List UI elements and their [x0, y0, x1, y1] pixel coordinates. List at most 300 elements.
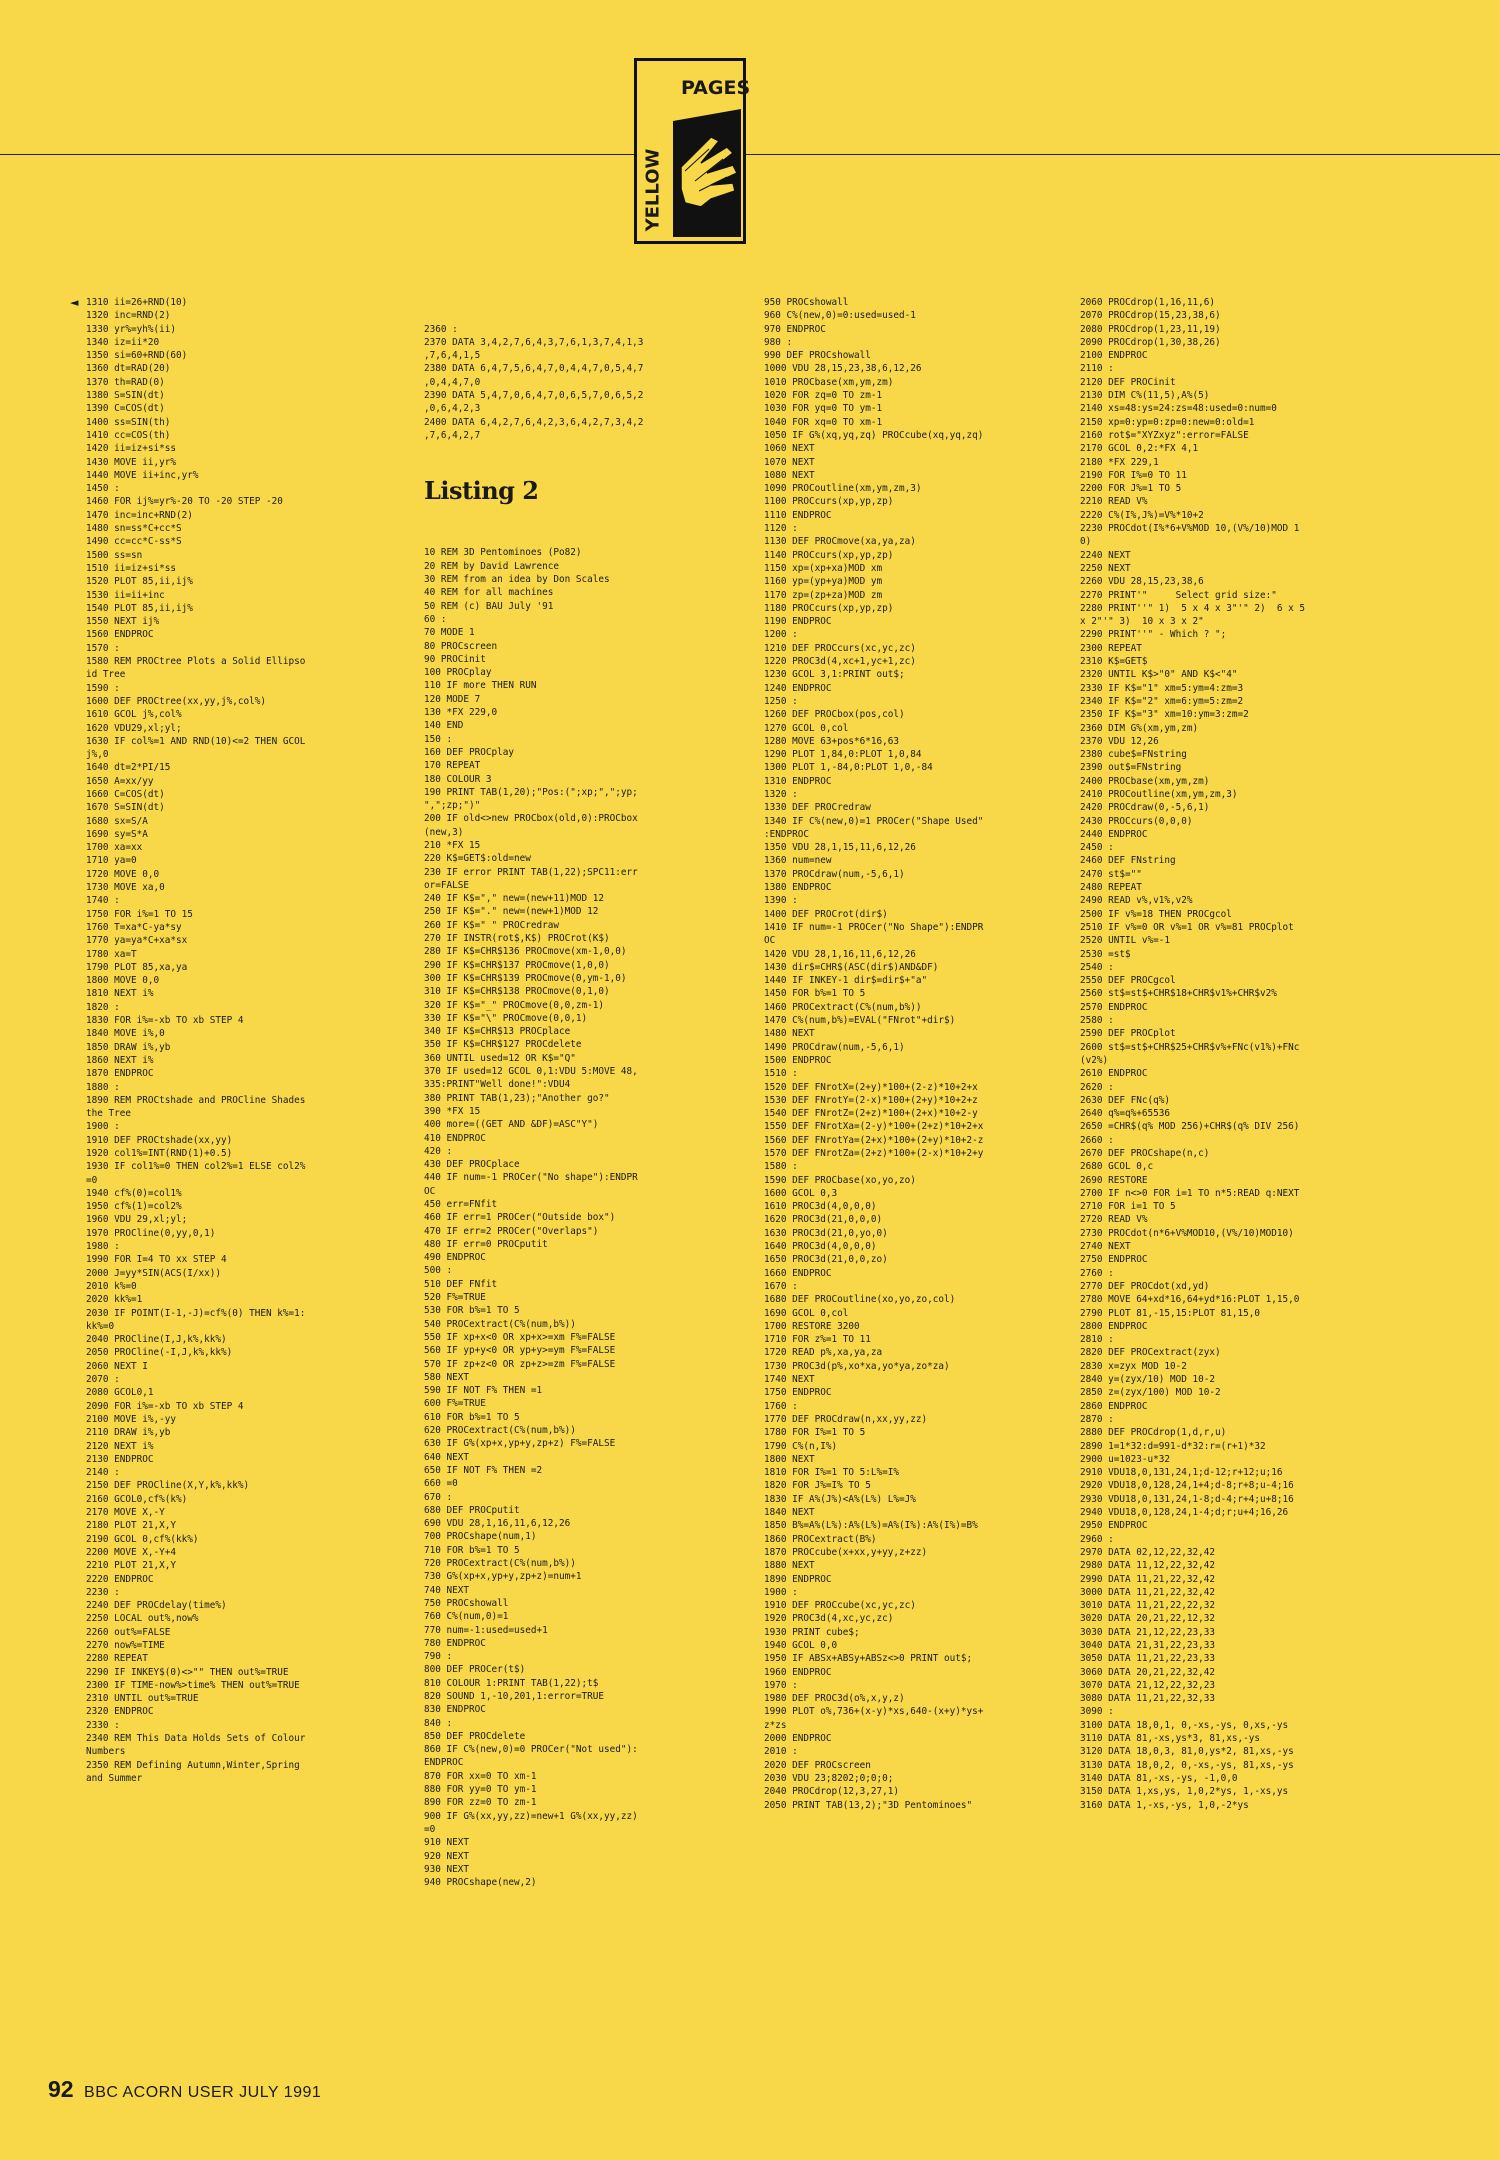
- code-line: 2360 DIM G%(xm,ym,zm): [1080, 722, 1199, 734]
- code-line: ,0,6,4,2,3: [424, 403, 481, 415]
- code-line: 2000 J=yy*SIN(ACS(I/xx)): [86, 1267, 222, 1279]
- code-line: 2480 REPEAT: [1080, 882, 1142, 894]
- code-line: ",";zp;")": [424, 800, 481, 812]
- code-line: 230 IF error PRINT TAB(1,22);SPC11:err: [424, 866, 638, 878]
- code-line: 1320 inc=RND(2): [86, 310, 171, 322]
- code-line: 2290 IF INKEY$(0)<>"" THEN out%=TRUE: [86, 1666, 289, 1678]
- code-line: 1980 DEF PROC3d(o%,x,y,z): [764, 1693, 905, 1705]
- code-line: 710 FOR b%=1 TO 5: [424, 1544, 520, 1556]
- code-line: 1460 PROCextract(C%(num,b%)): [764, 1001, 922, 1013]
- code-line: 500 :: [424, 1265, 453, 1277]
- code-line: 310 IF K$=CHR$138 PROCmove(0,1,0): [424, 986, 610, 998]
- code-line: 1660 ENDPROC: [764, 1267, 832, 1279]
- code-line: =0: [86, 1174, 98, 1186]
- code-line: 2350 IF K$="3" xm=10:ym=3:zm=2: [1080, 709, 1249, 721]
- code-line: 1700 RESTORE 3200: [764, 1320, 860, 1332]
- code-line: 1900 :: [86, 1121, 120, 1133]
- code-line: 630 IF G%(xp+x,yp+y,zp+z) F%=FALSE: [424, 1438, 616, 1450]
- code-line: 1180 PROCcurs(xp,yp,zp): [764, 602, 894, 614]
- code-line: 240 IF K$="," new=(new+11)MOD 12: [424, 893, 605, 905]
- code-line: 1190 ENDPROC: [764, 616, 832, 628]
- code-line: 570 IF zp+z<0 OR zp+z>=zm F%=FALSE: [424, 1358, 616, 1370]
- code-line: 1300 PLOT 1,-84,0:PLOT 1,0,-84: [764, 762, 933, 774]
- code-line: 2050 PRINT TAB(13,2);"3D Pentominoes": [764, 1799, 973, 1811]
- code-line: ,7,6,4,1,5: [424, 350, 481, 362]
- code-line: 350 IF K$=CHR$127 PROCdelete: [424, 1039, 582, 1051]
- code-line: 1440 MOVE ii+inc,yr%: [86, 469, 199, 481]
- code-line: 1130 DEF PROCmove(xa,ya,za): [764, 536, 916, 548]
- code-line: 2620 :: [1080, 1081, 1114, 1093]
- code-line: 2590 DEF PROCplot: [1080, 1028, 1176, 1040]
- code-line: 2380 DATA 6,4,7,5,6,4,7,0,4,4,7,0,5,4,7: [424, 363, 644, 375]
- code-line: 100 PROCplay: [424, 667, 492, 679]
- code-line: 1990 FOR I=4 TO xx STEP 4: [86, 1254, 227, 1266]
- code-line: ENDPROC: [424, 1757, 464, 1769]
- code-line: 2130 DIM C%(11,5),A%(5): [1080, 390, 1210, 402]
- code-line: 2100 ENDPROC: [1080, 350, 1148, 362]
- code-line: 1660 C=COS(dt): [86, 788, 165, 800]
- code-line: 1630 PROC3d(21,0,yo,0): [764, 1227, 888, 1239]
- code-line: 2990 DATA 11,21,22,32,42: [1080, 1573, 1216, 1585]
- code-line: 1850 DRAW i%,yb: [86, 1041, 171, 1053]
- code-line: 2580 :: [1080, 1015, 1114, 1027]
- code-line: 2030 IF POINT(I-1,-J)=cf%(0) THEN k%=1:: [86, 1307, 306, 1319]
- code-line: 1390 :: [764, 895, 798, 907]
- code-line: 2690 RESTORE: [1080, 1174, 1148, 1186]
- code-line: 3150 DATA 1,xs,ys, 1,0,2*ys, 1,-xs,ys: [1080, 1786, 1289, 1798]
- code-line: 1860 NEXT i%: [86, 1054, 154, 1066]
- code-line: 2010 k%=0: [86, 1280, 137, 1292]
- code-line: 2140 :: [86, 1467, 120, 1479]
- code-line: 335:PRINT"Well done!":VDU4: [424, 1079, 571, 1091]
- code-line: 1780 FOR I%=1 TO 5: [764, 1427, 866, 1439]
- code-line: 1720 MOVE 0,0: [86, 868, 160, 880]
- code-line: 2820 DEF PROCextract(zyx): [1080, 1347, 1221, 1359]
- code-line: 2300 REPEAT: [1080, 642, 1142, 654]
- code-line: 1520 PLOT 85,ii,ij%: [86, 576, 193, 588]
- code-line: 1720 READ p%,xa,ya,za: [764, 1347, 883, 1359]
- code-line: 3140 DATA 81,-xs,-ys, -1,0,0: [1080, 1772, 1238, 1784]
- code-line: 2050 PROCline(-I,J,k%,kk%): [86, 1347, 233, 1359]
- code-line: 1950 IF ABSx+ABSy+ABSz<>0 PRINT out$;: [764, 1653, 973, 1665]
- code-line: 2350 REM Defining Autumn,Winter,Spring: [86, 1759, 300, 1771]
- code-line: 1520 DEF FNrotX=(2+y)*100+(2-z)*10+2+x: [764, 1081, 978, 1093]
- code-line: 1320 :: [764, 788, 798, 800]
- code-line: 1530 ii=ii+inc: [86, 589, 165, 601]
- code-line: 2170 MOVE X,-Y: [86, 1507, 165, 1519]
- code-line: 410 ENDPROC: [424, 1132, 486, 1144]
- code-line: 3020 DATA 20,21,22,12,32: [1080, 1613, 1216, 1625]
- code-line: 1240 ENDPROC: [764, 682, 832, 694]
- code-line: 980 :: [764, 336, 793, 348]
- code-line: 90 PROCinit: [424, 653, 486, 665]
- code-line: 3000 DATA 11,21,22,32,42: [1080, 1586, 1216, 1598]
- code-line: 2880 DEF PROCdrop(1,d,r,u): [1080, 1427, 1227, 1439]
- code-line: 2640 q%=q%+65536: [1080, 1108, 1171, 1120]
- code-line: 860 IF C%(new,0)=0 PROCer("Not used"):: [424, 1744, 638, 1756]
- code-line: 1350 si=60+RND(60): [86, 350, 188, 362]
- code-line: 1060 NEXT: [764, 443, 815, 455]
- code-line: 370 IF used=12 GCOL 0,1:VDU 5:MOVE 48,: [424, 1066, 638, 1078]
- code-line: 3030 DATA 21,12,22,23,33: [1080, 1626, 1216, 1638]
- code-line: OC: [764, 935, 776, 947]
- code-line: 160 DEF PROCplay: [424, 746, 515, 758]
- code-line: 2940 VDU18,0,128,24,1-4;d;r;u+4;16,26: [1080, 1507, 1289, 1519]
- code-line: 1500 ss=sn: [86, 549, 143, 561]
- code-line: (v2%): [1080, 1054, 1109, 1066]
- code-line: 1880 :: [86, 1081, 120, 1093]
- listing-2-code: [424, 546, 752, 1889]
- code-line: 2680 GCOL 0,c: [1080, 1161, 1154, 1173]
- code-line: 2380 cube$=FNstring: [1080, 749, 1187, 761]
- yellow-pages-logo: [634, 58, 751, 244]
- header-rule: [0, 154, 1500, 155]
- code-line: 280 IF K$=CHR$136 PROCmove(xm-1,0,0): [424, 946, 627, 958]
- code-line: 1880 NEXT: [764, 1560, 815, 1572]
- code-line: 2400 DATA 6,4,2,7,6,4,2,3,6,4,2,7,3,4,2: [424, 416, 644, 428]
- code-line: 1560 ENDPROC: [86, 629, 154, 641]
- code-line: 1840 NEXT: [764, 1507, 815, 1519]
- code-line: 910 NEXT: [424, 1837, 470, 1849]
- code-line: 800 DEF PROCer(t$): [424, 1664, 526, 1676]
- code-line: 2650 =CHR$(q% MOD 256)+CHR$(q% DIV 256): [1080, 1121, 1300, 1133]
- code-line: 2020 DEF PROCscreen: [764, 1759, 871, 1771]
- code-line: 790 :: [424, 1651, 453, 1663]
- code-line: 480 IF err=0 PROCputit: [424, 1238, 548, 1250]
- code-line: 2040 PROCdrop(12,3,27,1): [764, 1786, 900, 1798]
- code-line: 590 IF NOT F% THEN =1: [424, 1385, 543, 1397]
- logo-yellow-label-wrap: [641, 141, 665, 239]
- code-line: 3050 DATA 11,21,22,23,33: [1080, 1653, 1216, 1665]
- code-line: 1400 DEF PROCrot(dir$): [764, 908, 888, 920]
- code-line: 1930 PRINT cube$;: [764, 1626, 860, 1638]
- code-line: 450 err=FNfit: [424, 1199, 498, 1210]
- code-line: 270 IF INSTR(rot$,K$) PROCrot(K$): [424, 933, 610, 945]
- code-line: 1250 :: [764, 695, 798, 707]
- code-line: 1970 :: [764, 1679, 798, 1691]
- code-line: 400 more=((GET AND &DF)=ASC"Y"): [424, 1119, 599, 1131]
- code-line: 2330 :: [86, 1719, 120, 1731]
- code-line: 1600 DEF PROCtree(xx,yy,j%,col%): [86, 695, 267, 707]
- code-line: 2110 DRAW i%,yb: [86, 1427, 171, 1439]
- code-line: =0: [424, 1823, 436, 1835]
- code-line: 1830 IF A%(J%)<A%(L%) L%=J%: [764, 1493, 916, 1505]
- code-line: 2090 FOR i%=-xb TO xb STEP 4: [86, 1400, 244, 1412]
- code-line: 2210 PLOT 21,X,Y: [86, 1560, 177, 1572]
- code-line: 2240 NEXT: [1080, 549, 1131, 561]
- code-line: 1120 :: [764, 523, 798, 535]
- code-line: 2540 :: [1080, 961, 1114, 973]
- code-line: 1480 sn=ss*C+cc*S: [86, 523, 182, 535]
- code-line: 2390 out$=FNstring: [1080, 762, 1182, 774]
- code-line: 1760 T=xa*C-ya*sy: [86, 921, 182, 933]
- code-line: 2430 PROCcurs(0,0,0): [1080, 815, 1193, 827]
- code-line: 2060 NEXT I: [86, 1360, 148, 1372]
- code-line: 960 C%(new,0)=0:used=used-1: [764, 310, 916, 322]
- code-line: 2020 kk%=1: [86, 1294, 143, 1306]
- code-line: 470 IF err=2 PROCer("Overlaps"): [424, 1225, 599, 1237]
- code-line: 2730 PROCdot(n*6+V%MOD10,(V%/10)MOD10): [1080, 1227, 1294, 1239]
- code-line: 360 UNTIL used=12 OR K$="Q": [424, 1052, 576, 1064]
- code-line: 1380 S=SIN(dt): [86, 390, 165, 402]
- code-line: 1700 xa=xx: [86, 842, 143, 854]
- code-line: 2720 READ V%: [1080, 1214, 1148, 1226]
- code-line: 340 IF K$=CHR$13 PROCplace: [424, 1026, 571, 1038]
- code-line: 1770 ya=ya*C+xa*sx: [86, 935, 188, 947]
- code-line: 1580 REM PROCtree Plots a Solid Ellipso: [86, 656, 306, 668]
- code-line: 210 *FX 15: [424, 839, 481, 851]
- code-line: 820 SOUND 1,-10,201,1:error=TRUE: [424, 1690, 605, 1702]
- code-line: 2390 DATA 5,4,7,0,6,4,7,0,6,5,7,0,6,5,2: [424, 390, 644, 402]
- code-line: 2760 :: [1080, 1267, 1114, 1279]
- code-line: 1570 :: [86, 642, 120, 654]
- code-line: 1360 num=new: [764, 855, 832, 867]
- page-footer: [48, 2076, 321, 2103]
- code-line: 1150 xp=(xp+xa)MOD xm: [764, 562, 883, 574]
- code-line: 2160 rot$="XYZxyz":error=FALSE: [1080, 429, 1249, 441]
- code-line: 2420 PROCdraw(0,-5,6,1): [1080, 802, 1210, 814]
- code-line: 1550 NEXT ij%: [86, 616, 160, 628]
- code-line: 1730 PROC3d(p%,xo*xa,yo*ya,zo*za): [764, 1360, 950, 1372]
- code-line: 2130 ENDPROC: [86, 1453, 154, 1465]
- code-line: 510 DEF FNfit: [424, 1278, 498, 1290]
- code-line: 2070 :: [86, 1374, 120, 1386]
- code-line: 1780 xa=T: [86, 948, 137, 960]
- code-line: :ENDPROC: [764, 828, 810, 840]
- code-line: 1210 DEF PROCcurs(xc,yc,zc): [764, 642, 916, 654]
- code-line: 1480 NEXT: [764, 1028, 815, 1040]
- code-line: 2510 IF v%=0 OR v%=1 OR v%=81 PROCplot: [1080, 921, 1294, 933]
- code-line: 1790 C%(n,I%): [764, 1440, 838, 1452]
- code-line: 290 IF K$=CHR$137 PROCmove(1,0,0): [424, 959, 610, 971]
- code-line: 2230 PROCdot(I%*6+V%MOD 10,(V%/10)MOD 1: [1080, 523, 1300, 535]
- publication-line: BBC ACORN USER JULY 1991: [84, 2084, 322, 2101]
- code-line: 810 COLOUR 1:PRINT TAB(1,22);t$: [424, 1677, 599, 1689]
- code-line: 2740 NEXT: [1080, 1241, 1131, 1253]
- code-line: 1350 VDU 28,1,15,11,6,12,26: [764, 842, 916, 854]
- code-line: 540 PROCextract(C%(num,b%)): [424, 1318, 576, 1330]
- code-line: ,0,4,4,7,0: [424, 376, 481, 388]
- code-line: 1610 PROC3d(4,0,0,0): [764, 1201, 877, 1213]
- code-line: 1800 MOVE 0,0: [86, 975, 160, 987]
- code-line: 1440 IF INKEY-1 dir$=dir$+"a": [764, 975, 928, 987]
- code-line: 1080 NEXT: [764, 469, 815, 481]
- code-line: 950 PROCshowall: [764, 297, 849, 308]
- code-line: 2180 *FX 229,1: [1080, 456, 1159, 468]
- code-line: 900 IF G%(xx,yy,zz)=new+1 G%(xx,yy,zz): [424, 1810, 638, 1822]
- code-line: 2910 VDU18,0,131,24,1;d-12;r+12;u;16: [1080, 1467, 1283, 1479]
- code-line: 2280 REPEAT: [86, 1653, 148, 1665]
- code-line: 1220 PROC3d(4,xc+1,yc+1,zc): [764, 656, 916, 668]
- code-line: 190 PRINT TAB(1,20);"Pos:(";xp;",";yp;: [424, 786, 638, 798]
- code-line: 2090 PROCdrop(1,30,38,26): [1080, 336, 1221, 348]
- code-line: 1920 PROC3d(4,xc,yc,zc): [764, 1613, 894, 1625]
- code-line: 2220 ENDPROC: [86, 1573, 154, 1585]
- code-line: 1410 cc=COS(th): [86, 429, 171, 441]
- code-line: 1090 PROCoutline(xm,ym,zm,3): [764, 483, 922, 495]
- code-line: 680 DEF PROCputit: [424, 1504, 520, 1516]
- code-line: 2220 C%(I%,J%)=V%*10+2: [1080, 509, 1204, 521]
- code-line: 1030 FOR yq=0 TO ym-1: [764, 403, 883, 415]
- code-line: 2270 now%=TIME: [86, 1639, 165, 1651]
- code-line: 180 COLOUR 3: [424, 773, 492, 785]
- code-line: 1490 PROCdraw(num,-5,6,1): [764, 1041, 905, 1053]
- code-line: 2170 GCOL 0,2:*FX 4,1: [1080, 443, 1199, 455]
- code-line: 2450 :: [1080, 842, 1114, 854]
- code-line: 970 ENDPROC: [764, 323, 826, 335]
- code-line: 660 =0: [424, 1478, 458, 1490]
- code-line: 3100 DATA 18,0,1, 0,-xs,-ys, 0,xs,-ys: [1080, 1719, 1289, 1731]
- code-line: 760 C%(num,0)=1: [424, 1611, 509, 1623]
- code-line: 440 IF num=-1 PROCer("No shape"):ENDPR: [424, 1172, 638, 1184]
- code-line: 1890 REM PROCtshade and PROCline Shades: [86, 1094, 306, 1106]
- code-line: 2150 DEF PROCline(X,Y,k%,kk%): [86, 1480, 250, 1492]
- code-line: 840 :: [424, 1717, 453, 1729]
- code-line: 1360 dt=RAD(20): [86, 363, 171, 375]
- code-line: 1910 DEF PROCtshade(xx,yy): [86, 1134, 233, 1146]
- code-line: 2110 :: [1080, 363, 1114, 375]
- code-line: 690 VDU 28,1,16,11,6,12,26: [424, 1518, 571, 1530]
- code-line: 1590 :: [86, 682, 120, 694]
- code-line: 330 IF K$="\" PROCmove(0,0,1): [424, 1012, 588, 1024]
- code-line: 3080 DATA 11,21,22,32,33: [1080, 1693, 1216, 1705]
- code-line: 2120 DEF PROCinit: [1080, 376, 1176, 388]
- code-line: 20 REM by David Lawrence: [424, 560, 560, 572]
- code-line: 1990 PLOT o%,736+(x-y)*xs,640-(x+y)*ys+: [764, 1706, 984, 1718]
- code-line: 1820 FOR J%=I% TO 5: [764, 1480, 871, 1492]
- code-line: 1550 DEF FNrotXa=(2-y)*100+(2+z)*10+2+x: [764, 1121, 984, 1133]
- code-line: 1290 PLOT 1,84,0:PLOT 1,0,84: [764, 749, 922, 761]
- code-line: 1340 iz=ii*20: [86, 336, 160, 348]
- code-line: 170 REPEAT: [424, 760, 481, 772]
- code-line: 2790 PLOT 81,-15,15:PLOT 81,15,0: [1080, 1307, 1261, 1319]
- continuation-arrow-icon: ◄: [70, 296, 79, 309]
- code-line: 2980 DATA 11,12,22,32,42: [1080, 1560, 1216, 1572]
- code-line: 2340 IF K$="2" xm=6:ym=5:zm=2: [1080, 695, 1244, 707]
- code-line: 1000 VDU 28,15,23,38,6,12,26: [764, 363, 922, 375]
- code-line: 2840 y=(zyx/10) MOD 10-2: [1080, 1374, 1216, 1386]
- code-line: 1390 C=COS(dt): [86, 403, 165, 415]
- code-line: 2630 DEF FNc(q%): [1080, 1094, 1171, 1106]
- code-line: 2890 1=1*32:d=991-d*32:r=(r+1)*32: [1080, 1440, 1266, 1452]
- code-line: 260 IF K$=" " PROCredraw: [424, 919, 560, 931]
- code-line: 1110 ENDPROC: [764, 509, 832, 521]
- code-line: 2180 PLOT 21,X,Y: [86, 1520, 177, 1532]
- code-line: x 2"'" 3) 10 x 3 x 2": [1080, 616, 1204, 628]
- code-line: 2440 ENDPROC: [1080, 828, 1148, 840]
- code-line: 1580 :: [764, 1161, 798, 1173]
- code-line: 1630 IF col%=1 AND RND(10)<=2 THEN GCOL: [86, 735, 306, 747]
- code-line: 2770 DEF PROCdot(xd,yd): [1080, 1280, 1210, 1292]
- code-line: 2500 IF v%=18 THEN PROCgcol: [1080, 908, 1232, 920]
- code-line: OC: [424, 1185, 436, 1197]
- code-line: 2310 K$=GET$: [1080, 656, 1148, 668]
- code-line: 2310 UNTIL out%=TRUE: [86, 1693, 199, 1705]
- code-line: 830 ENDPROC: [424, 1704, 486, 1716]
- code-line: 1890 ENDPROC: [764, 1573, 832, 1585]
- code-line: 2410 PROCoutline(xm,ym,zm,3): [1080, 788, 1238, 800]
- code-line: 700 PROCshape(num,1): [424, 1531, 537, 1543]
- code-line: 1710 FOR z%=1 TO 11: [764, 1334, 871, 1346]
- code-line: 2260 out%=FALSE: [86, 1626, 171, 1638]
- code-line: 380 PRINT TAB(1,23);"Another go?": [424, 1092, 610, 1104]
- code-line: 130 *FX 229,0: [424, 707, 498, 719]
- code-line: 1500 ENDPROC: [764, 1054, 832, 1066]
- code-line: 2190 FOR I%=0 TO 11: [1080, 469, 1187, 481]
- code-line: 2490 READ v%,v1%,v2%: [1080, 895, 1193, 907]
- code-line: 1640 dt=2*PI/15: [86, 762, 171, 774]
- code-line: 3070 DATA 21,12,22,32,23: [1080, 1679, 1216, 1691]
- code-line: 2700 IF n<>0 FOR i=1 TO n*5:READ q:NEXT: [1080, 1187, 1300, 1199]
- code-line: 1610 GCOL j%,col%: [86, 709, 182, 721]
- code-line: 1690 sy=S*A: [86, 828, 148, 840]
- code-line: 1710 ya=0: [86, 855, 137, 867]
- code-line: 2750 ENDPROC: [1080, 1254, 1148, 1266]
- code-line: 1560 DEF FNrotYa=(2+x)*100+(2+y)*10+2-z: [764, 1134, 984, 1146]
- code-line: 920 NEXT: [424, 1850, 470, 1862]
- code-line: 2270 PRINT'" Select grid size:": [1080, 589, 1277, 601]
- code-line: id Tree: [86, 669, 126, 681]
- code-line: 2550 DEF PROCgcol: [1080, 975, 1176, 987]
- code-line: 3010 DATA 11,21,22,22,32: [1080, 1600, 1216, 1612]
- code-line: 3160 DATA 1,-xs,-ys, 1,0,-2*ys: [1080, 1799, 1249, 1811]
- code-line: 2260 VDU 28,15,23,38,6: [1080, 576, 1204, 588]
- code-line: 490 ENDPROC: [424, 1252, 486, 1264]
- code-line: 1160 yp=(yp+ya)MOD ym: [764, 576, 883, 588]
- code-line: 1530 DEF FNrotY=(2-x)*100+(2+y)*10+2+z: [764, 1094, 978, 1106]
- code-line: 2290 PRINT''" - Which ? ";: [1080, 629, 1227, 641]
- code-line: 530 FOR b%=1 TO 5: [424, 1305, 520, 1317]
- code-line: 2240 DEF PROCdelay(time%): [86, 1600, 227, 1612]
- code-line: 40 REM for all machines: [424, 587, 554, 599]
- code-line: 2100 MOVE i%,-yy: [86, 1413, 177, 1425]
- code-line: 640 NEXT: [424, 1451, 470, 1463]
- code-line: 1750 FOR i%=1 TO 15: [86, 908, 193, 920]
- code-line: 1310 ENDPROC: [764, 775, 832, 787]
- code-line: 2600 st$=st$+CHR$25+CHR$v%+FNc(v1%)+FNc: [1080, 1041, 1300, 1053]
- code-line: 80 PROCscreen: [424, 640, 498, 652]
- code-line: Numbers: [86, 1746, 126, 1758]
- code-line: 720 PROCextract(C%(num,b%)): [424, 1558, 576, 1570]
- code-line: 2950 ENDPROC: [1080, 1520, 1148, 1532]
- code-line: 1410 IF num=-1 PROCer("No Shape"):ENDPR: [764, 921, 984, 933]
- code-line: 2710 FOR i=1 TO 5: [1080, 1201, 1176, 1213]
- code-line: 3090 :: [1080, 1706, 1114, 1718]
- code-line: 2230 :: [86, 1586, 120, 1598]
- code-line: 940 PROCshape(new,2): [424, 1877, 537, 1889]
- code-line: 1570 DEF FNrotZa=(2+z)*100+(2-x)*10+2+y: [764, 1148, 984, 1159]
- code-line: 50 REM (c) BAU July '91: [424, 600, 554, 612]
- code-line: 1430 MOVE ii,yr%: [86, 456, 177, 468]
- logo-yellow-label: YELLOW: [642, 148, 664, 232]
- code-line: (new,3): [424, 826, 464, 838]
- code-line: 2670 DEF PROCshape(n,c): [1080, 1148, 1210, 1159]
- code-line: 1850 B%=A%(L%):A%(L%)=A%(I%):A%(I%)=B%: [764, 1520, 978, 1532]
- code-line: 1960 VDU 29,xl;yl;: [86, 1214, 188, 1226]
- code-line: 1830 FOR i%=-xb TO xb STEP 4: [86, 1015, 244, 1027]
- code-line: 2000 ENDPROC: [764, 1733, 832, 1745]
- code-line: 1870 ENDPROC: [86, 1068, 154, 1080]
- code-line: 2250 LOCAL out%,now%: [86, 1613, 199, 1625]
- code-line: 1950 cf%(1)=col2%: [86, 1201, 182, 1213]
- code-line: 1270 GCOL 0,col: [764, 722, 849, 734]
- code-line: 750 PROCshowall: [424, 1597, 509, 1609]
- code-line: 1420 VDU 28,1,16,11,6,12,26: [764, 948, 916, 960]
- code-line: 880 FOR yy=0 TO ym-1: [424, 1784, 537, 1796]
- code-line: 610 FOR b%=1 TO 5: [424, 1411, 520, 1423]
- code-line: 1340 IF C%(new,0)=1 PROCer("Shape Used": [764, 815, 984, 827]
- code-line: 1640 PROC3d(4,0,0,0): [764, 1241, 877, 1253]
